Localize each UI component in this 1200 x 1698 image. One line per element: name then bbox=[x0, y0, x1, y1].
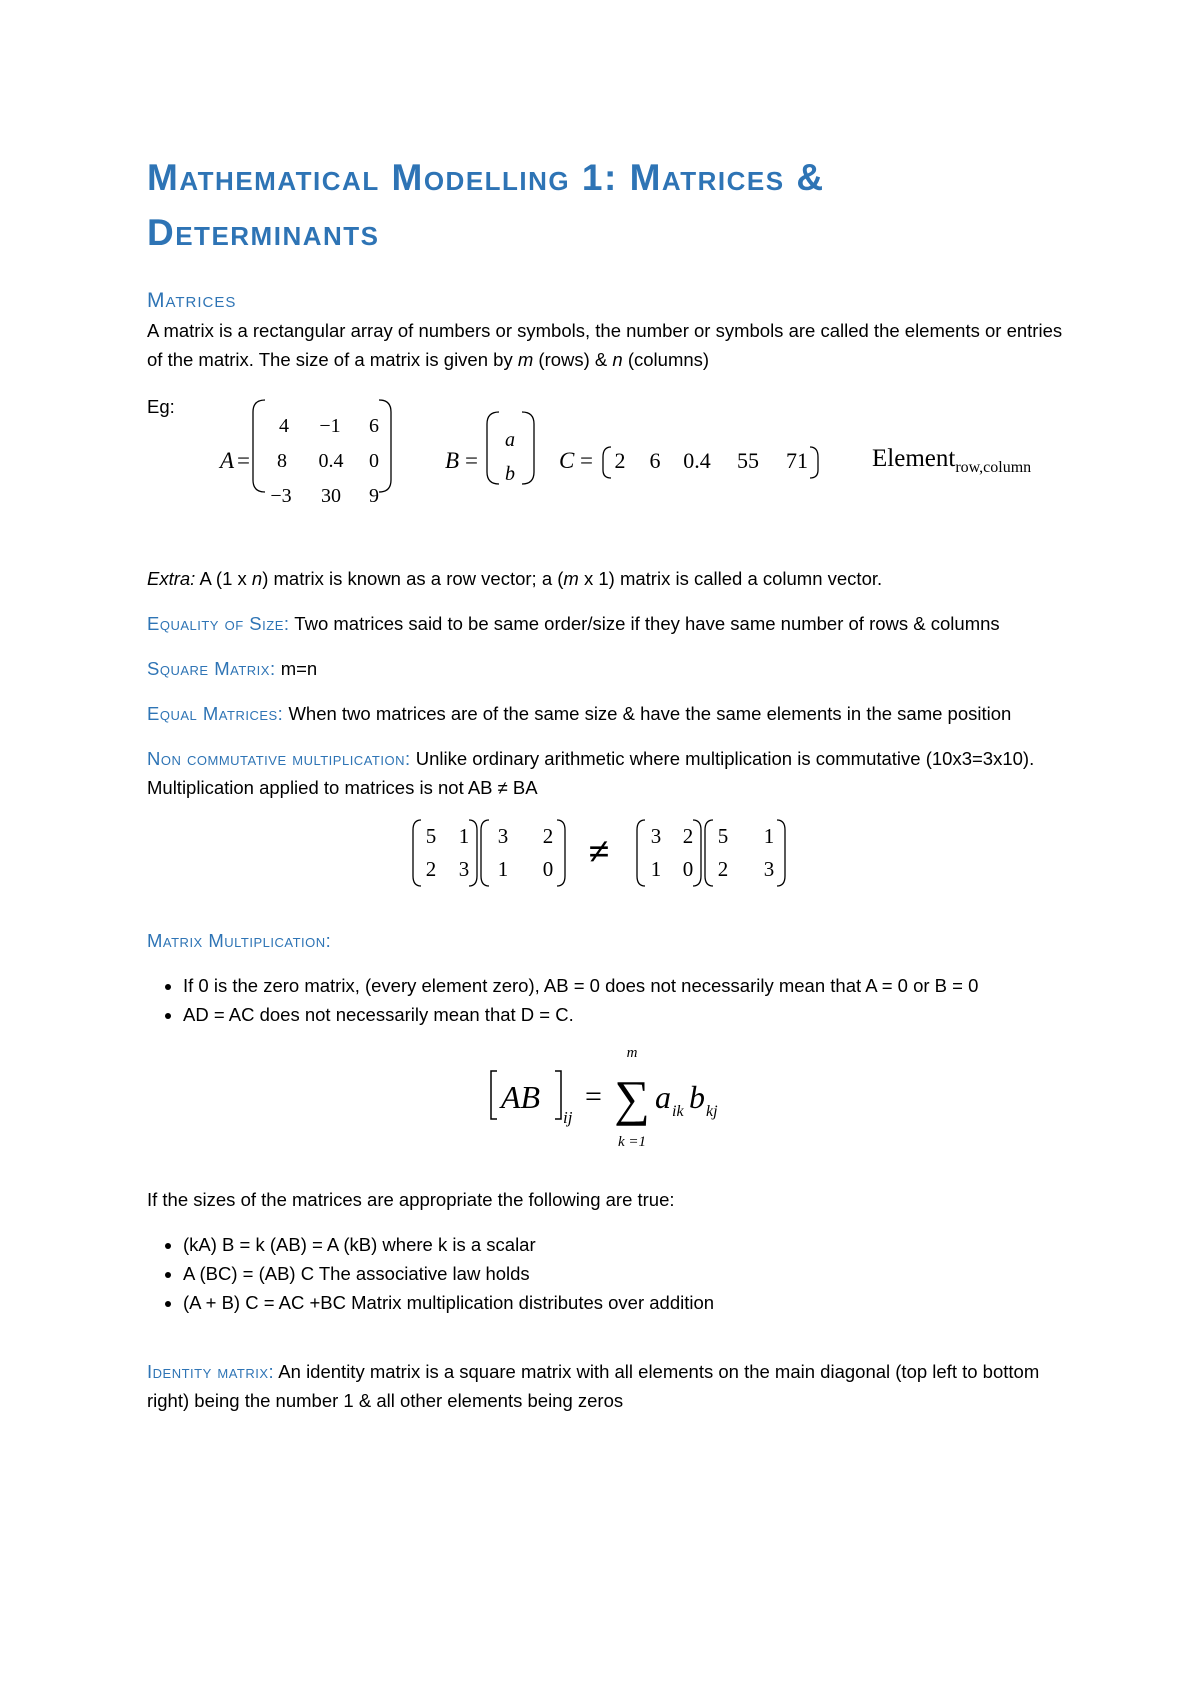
matrix-a-right-paren bbox=[379, 400, 391, 492]
matrix-cell: 1 bbox=[497, 857, 509, 881]
page-title: Mathematical Modelling 1: Matrices & Determinants bbox=[147, 157, 825, 253]
section-heading-matrices: Matrices bbox=[147, 289, 237, 312]
matrix-cell: 2 bbox=[717, 857, 729, 881]
element-word: Element bbox=[872, 445, 956, 472]
matrix-definition bbox=[147, 316, 1067, 374]
document-content bbox=[147, 150, 1067, 1415]
properties-intro: If the sizes of the matrices are appropriate the following are true: bbox=[147, 1189, 675, 1210]
matrix-cell: 3 bbox=[650, 824, 662, 848]
m-symbol: m bbox=[563, 568, 579, 589]
paren bbox=[777, 820, 785, 886]
matrix-cell: 1 bbox=[763, 824, 775, 848]
matrix-cell: 2 bbox=[542, 824, 554, 848]
non-commutative-example bbox=[147, 812, 1067, 912]
paren bbox=[705, 820, 713, 886]
formula-lhs: AB bbox=[501, 1079, 541, 1115]
non-commutative-figure bbox=[147, 812, 1067, 912]
example-matrices bbox=[147, 392, 1067, 542]
equals-sign: = bbox=[580, 448, 593, 473]
matrix-c-cell: 55 bbox=[737, 448, 759, 473]
matrix-c-cell: 71 bbox=[786, 448, 808, 473]
matrix-a-cell: 0.4 bbox=[318, 450, 344, 472]
matrix-b-left-paren bbox=[487, 412, 499, 484]
equal-matrices-text: When two matrices are of the same size & have the same elements in the same position bbox=[283, 703, 1012, 724]
equals-sign: = bbox=[237, 448, 250, 473]
non-commutative bbox=[147, 744, 1067, 802]
formula-lower-limit: k =1 bbox=[617, 1134, 647, 1150]
element-subscript: row,column bbox=[955, 459, 1032, 476]
matrix-a-cell: −3 bbox=[270, 485, 292, 507]
paren bbox=[469, 820, 477, 886]
matrix-cell: 1 bbox=[458, 824, 470, 848]
matrix-c-cell: 0.4 bbox=[683, 448, 711, 473]
definition-text: A matrix is a rectangular array of numbers or symbols, the number or symbols are called the elements or entries of the matrix. The size of a matrix is given by bbox=[147, 320, 1063, 370]
paren bbox=[557, 820, 565, 886]
not-equal-sign: ≠ bbox=[588, 831, 610, 873]
matrix-a-cell: 8 bbox=[277, 450, 287, 472]
n-symbol: n bbox=[612, 349, 623, 370]
extra-text: x 1) matrix is called a column vector. bbox=[578, 568, 883, 589]
term-equal-matrices: Equal Matrices: bbox=[147, 703, 284, 724]
matrix-b-cell: a bbox=[505, 429, 515, 451]
matrix-a-cell: −1 bbox=[319, 415, 341, 437]
term-square-matrix: Square Matrix: bbox=[147, 658, 276, 679]
equality-text: Two matrices said to be same order/size if they have same number of rows & columns bbox=[289, 613, 1000, 634]
matrix-a-left-paren bbox=[253, 400, 265, 492]
matrix-cell: 3 bbox=[458, 857, 470, 881]
matrix-c-cell: 2 bbox=[614, 448, 626, 473]
formula-equals: = bbox=[585, 1080, 602, 1113]
matrix-cell: 0 bbox=[682, 857, 694, 881]
matrix-a-cell: 4 bbox=[279, 415, 289, 437]
matrix-cell: 5 bbox=[425, 824, 437, 848]
matrix-multiplication-heading bbox=[147, 926, 1067, 955]
paren bbox=[637, 820, 645, 886]
extra-text: A (1 x bbox=[195, 568, 252, 589]
matrix-a-cell: 6 bbox=[369, 415, 379, 437]
left-bracket bbox=[491, 1071, 497, 1119]
extra-label: Extra: bbox=[147, 568, 196, 589]
term-matrix-multiplication: Matrix Multiplication: bbox=[147, 930, 332, 951]
multiplication-formula bbox=[147, 1043, 1067, 1155]
matrix-b-right-paren bbox=[522, 412, 534, 484]
matrix-cell: 0 bbox=[542, 857, 554, 881]
formula-upper-limit: m bbox=[626, 1045, 638, 1061]
square-text: m=n bbox=[275, 658, 318, 679]
list-item: • (A + B) C = AC +BC Matrix multiplication distributes over addition bbox=[183, 1288, 1067, 1317]
sigma-symbol: ∑ bbox=[614, 1070, 650, 1126]
paren bbox=[481, 820, 489, 886]
example-matrices-figure bbox=[137, 392, 1087, 542]
equal-matrices bbox=[147, 699, 1067, 728]
square-matrix bbox=[147, 654, 1067, 683]
matrix-cell: 5 bbox=[717, 824, 729, 848]
matrix-c-right-paren bbox=[810, 447, 818, 478]
list-item: • AD = AC does not necessarily mean that D = C. bbox=[183, 1000, 1067, 1029]
element-label bbox=[872, 445, 1031, 476]
matrix-b-name: B bbox=[445, 448, 460, 473]
formula-b-subscript: kj bbox=[706, 1103, 718, 1120]
matrix-c-name: C bbox=[559, 448, 575, 473]
non-commutative-text: Unlike ordinary arithmetic where multiplication is commutative (10x3=3x10). Multiplication applied to matrices is not AB ≠ BA bbox=[147, 748, 1035, 798]
equality-of-size bbox=[147, 609, 1067, 638]
columns-text: (columns) bbox=[622, 349, 710, 370]
matrix-cell: 1 bbox=[650, 857, 662, 881]
term-equality-of-size: Equality of Size: bbox=[147, 613, 290, 634]
example-label: Eg: bbox=[147, 396, 175, 417]
multiplication-formula-figure bbox=[147, 1043, 1067, 1155]
term-identity-matrix: Identity matrix: bbox=[147, 1361, 275, 1382]
matrix-c-cell: 6 bbox=[649, 448, 661, 473]
matrix-cell: 3 bbox=[763, 857, 775, 881]
paren bbox=[693, 820, 701, 886]
properties-list bbox=[147, 1230, 1067, 1317]
paren bbox=[413, 820, 421, 886]
m-symbol: m bbox=[517, 349, 534, 370]
formula-a: a bbox=[655, 1079, 671, 1115]
list-item: • (kA) B = k (AB) = A (kB) where k is a scalar bbox=[183, 1230, 1067, 1259]
formula-b: b bbox=[689, 1079, 705, 1115]
matrix-cell: 3 bbox=[497, 824, 509, 848]
matrix-multiplication-list bbox=[147, 971, 1067, 1029]
matrix-b-cell: b bbox=[505, 463, 515, 485]
matrix-cell: 2 bbox=[682, 824, 694, 848]
formula-a-subscript: ik bbox=[672, 1103, 684, 1120]
matrix-a-cell: 9 bbox=[369, 485, 379, 507]
rows-text: (rows) & bbox=[533, 349, 613, 370]
matrix-a-cell: 30 bbox=[321, 485, 341, 507]
extra-text: ) matrix is known as a row vector; a ( bbox=[262, 568, 564, 589]
identity-text: An identity matrix is a square matrix with all elements on the main diagonal (top left to bottom right) being the number 1 & all other elements being zeros bbox=[147, 1361, 1040, 1411]
term-non-commutative: Non commutative multiplication: bbox=[147, 748, 411, 769]
list-item: • A (BC) = (AB) C The associative law holds bbox=[183, 1259, 1067, 1288]
matrix-a-name: A bbox=[220, 448, 235, 473]
matrix-c-left-paren bbox=[603, 447, 611, 478]
identity-matrix bbox=[147, 1357, 1067, 1415]
equals-sign: = bbox=[465, 448, 478, 473]
n-symbol: n bbox=[251, 568, 263, 589]
matrix-cell: 2 bbox=[425, 857, 437, 881]
list-item: • If 0 is the zero matrix, (every element zero), AB = 0 does not necessarily mean that A = 0 or B = 0 bbox=[183, 971, 1067, 1000]
formula-lhs-subscript: ij bbox=[563, 1108, 573, 1127]
extra-note bbox=[147, 564, 1067, 593]
matrix-a-cell: 0 bbox=[369, 450, 379, 472]
right-bracket bbox=[555, 1071, 561, 1119]
